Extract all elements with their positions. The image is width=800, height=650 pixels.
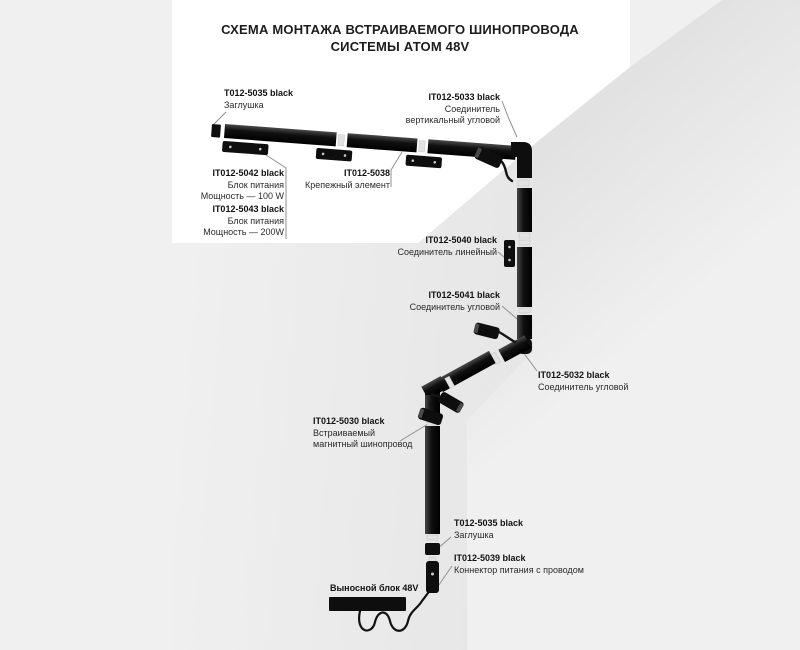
end-cap-icon (211, 124, 221, 138)
lower-track (425, 426, 440, 555)
label-vertical-corner-connector: IT012-5033 black Соединитель вертикальный угловой (405, 92, 500, 125)
label-power-supply-100w: IT012-5042 black Блок питания Мощность — 100 W (200, 168, 284, 201)
label-recessed-track: IT012-5030 black Встраиваемый магнитный шинопровод (313, 416, 413, 449)
label-power-supply-200w: IT012-5043 black Блок питания Мощность — 200W (203, 204, 284, 237)
title-line2: СИСТЕМЫ АТОМ 48V (330, 39, 470, 54)
label-top-end-cap: T012-5035 black Заглушка (224, 88, 294, 110)
connector-nub-icon (338, 135, 345, 146)
label-linear-connector: IT012-5040 black Соединитель линейный (397, 235, 497, 257)
connector-nub-icon (419, 141, 426, 152)
vertical-track (517, 188, 532, 339)
connector-nub-icon (519, 233, 530, 238)
connector-nub-icon (427, 535, 438, 540)
label-bottom-end-cap: T012-5035 black Заглушка (454, 518, 524, 540)
title-line1: СХЕМА МОНТАЖА ВСТРАИВАЕМОГО ШИНОПРОВОДА (221, 22, 579, 37)
end-cap-icon (425, 543, 440, 555)
label-remote-block: Выносной блок 48V (330, 583, 419, 593)
remote-psu-block (329, 597, 406, 611)
power-connector (426, 557, 439, 593)
connector-nub-icon (519, 308, 530, 313)
page-title (0, 21, 800, 55)
label-corner-connector-lower: IT012-5032 black Соединитель угловой (538, 370, 629, 392)
label-fastening-element: IT012-5038 Крепежный элемент (305, 168, 390, 190)
label-corner-connector-upper: IT012-5041 black Соединитель угловой (409, 290, 500, 312)
label-power-connector: IT012-5039 black Коннектор питания с проводом (454, 553, 584, 575)
linear-connector-clamp (504, 240, 515, 267)
connector-nub-icon (519, 240, 530, 245)
